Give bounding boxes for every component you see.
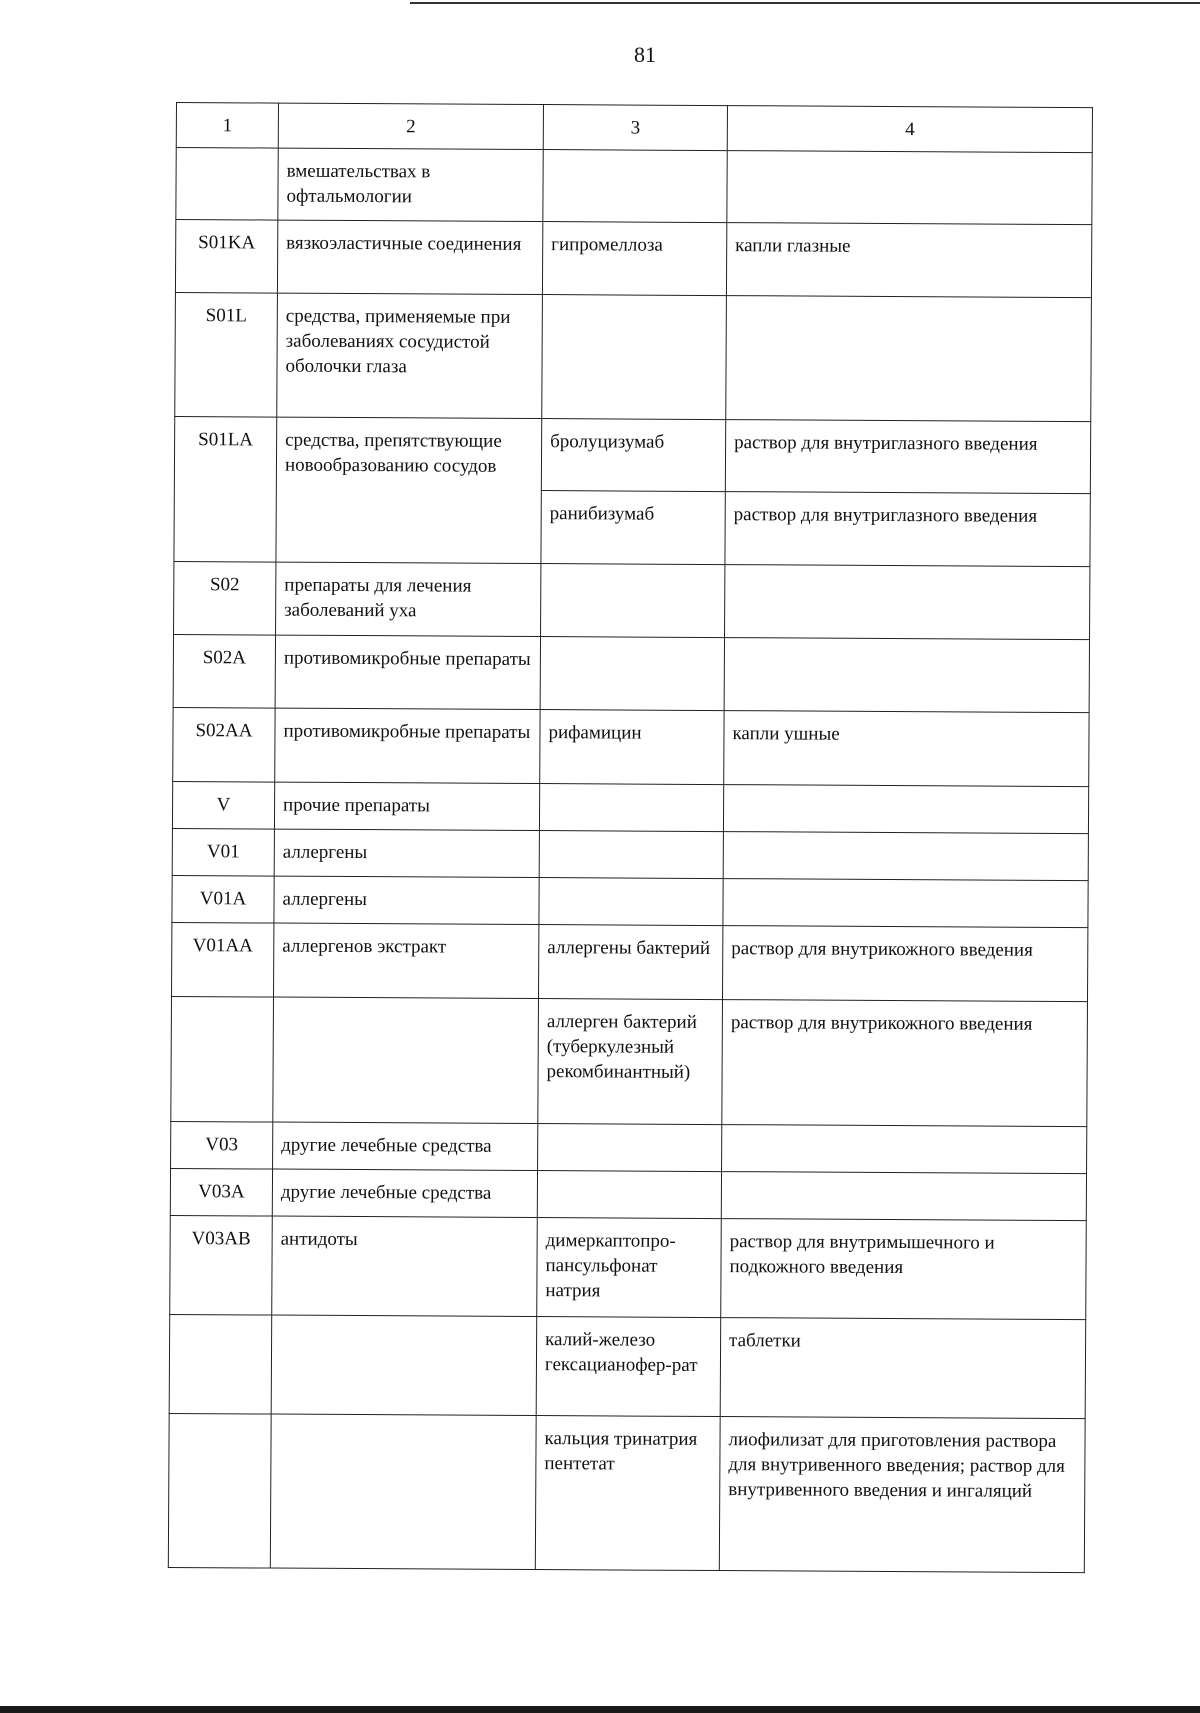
table-row [174,561,1090,639]
table-row [170,1168,1086,1220]
table-row [173,634,1089,712]
drug-cell [539,831,723,879]
form-cell: раствор для внутрикожного введения [722,926,1087,1002]
form-cell: раствор для внутриглазного введения [725,420,1090,494]
drug-cell [543,150,727,223]
drug-classification-table [168,102,1093,1573]
form-cell: раствор для внутрикожного введения [722,1000,1088,1127]
atc-code-cell: S01KA [175,220,277,294]
form-cell [725,565,1090,640]
column-header-2: 2 [278,103,543,149]
atc-code-cell: V01AA [172,922,274,997]
table-row [172,922,1088,1001]
group-cell: антидоты [272,1216,538,1316]
group-cell: другие лечебные средства [272,1169,537,1217]
atc-code-cell [168,1413,271,1568]
table-row [168,1413,1085,1572]
column-header-4: 4 [727,106,1092,153]
table-row [175,220,1091,298]
atc-code-cell: V03 [171,1121,273,1169]
group-cell: препараты для лечения заболеваний уха [276,562,541,636]
group-cell [273,997,539,1123]
table-row [170,1215,1087,1319]
form-cell: раствор для внутримышечного и подкожного введения [721,1219,1087,1320]
table-row [176,148,1092,225]
column-header-3: 3 [543,105,727,151]
drug-cell: аллергены бактерий [538,925,722,1000]
form-cell: раствор для внутриглазного введения [725,492,1090,567]
form-cell: таблетки [720,1318,1086,1419]
group-cell [270,1414,536,1569]
table-row [169,1314,1086,1418]
group-cell: вязкоэластичные соединения [277,220,542,294]
group-cell: аллергены [274,876,539,924]
group-cell: аллергены [274,829,539,877]
drug-cell: аллерген бактерий (туберкулезный рекомбинантный) [538,999,723,1125]
form-cell [727,151,1092,225]
table-row [171,1121,1087,1173]
atc-code-cell: S02A [173,634,275,708]
group-cell: другие лечебные средства [273,1122,538,1170]
group-cell [271,1315,537,1415]
atc-code-cell: S01L [175,292,278,417]
form-cell [723,832,1088,881]
group-cell: противомикробные препараты [275,708,540,783]
group-cell: прочие препараты [274,782,539,830]
atc-code-cell: S01LA [174,416,277,562]
form-cell: капли глазные [726,223,1091,298]
form-cell: капли ушные [724,711,1089,787]
table-row [172,781,1088,833]
table-header-row [176,103,1092,153]
table-row [175,292,1092,421]
drug-cell [542,295,727,420]
table-row [174,416,1090,493]
atc-code-cell [169,1314,272,1414]
form-cell [721,1172,1086,1221]
drug-cell: рифамицин [540,710,724,785]
drug-cell [537,1171,721,1219]
form-cell: лиофилизат для приготовления раствора для внутривенного введения; раствор для внутривенного введения и ингаляций [719,1417,1085,1573]
group-cell: аллергенов экстракт [274,923,539,998]
group-cell: противомикробные препараты [275,635,540,709]
form-cell [726,296,1092,422]
atc-code-cell: V03A [170,1168,272,1216]
form-cell [723,879,1088,928]
atc-code-cell: V01A [172,875,274,923]
atc-code-cell: V03AB [170,1215,273,1315]
group-cell: средства, применяемые при заболеваниях сосудистой оболочки глаза [277,293,543,418]
column-header-1: 1 [176,103,278,149]
table-row [172,875,1088,927]
drug-cell [541,564,725,638]
table-row [171,996,1088,1126]
drug-cell: ранибизумаб [541,491,725,565]
drug-cell: калий-железо гексацианофер-рат [536,1317,721,1417]
drug-cell [539,878,723,926]
drug-cell [539,784,723,832]
atc-code-cell: V01 [172,828,274,876]
drug-cell: бролуцизумаб [541,419,725,492]
form-cell [723,785,1088,834]
drug-cell [538,1124,722,1172]
group-cell: вмешательствах в офтальмологии [278,148,543,221]
drug-cell [540,637,724,711]
atc-code-cell: S02 [174,561,276,635]
scan-edge-bottom [0,1706,1200,1713]
table-row [172,828,1088,880]
form-cell [722,1125,1087,1174]
drug-cell: кальция тринатрия пентетат [535,1416,720,1571]
form-cell [724,638,1089,713]
atc-code-cell: V [172,781,274,829]
group-cell: средства, препятствующие новообразованию сосудов [276,417,542,563]
drug-cell: гипромеллоза [542,222,726,296]
atc-code-cell [171,996,274,1122]
atc-code-cell [176,148,278,221]
scan-edge-top [410,2,1200,4]
table-row [173,707,1089,786]
page-number: 81 [634,42,656,67]
drug-cell: димеркаптопро-пансульфонат натрия [537,1218,722,1318]
atc-code-cell: S02AA [173,707,275,782]
